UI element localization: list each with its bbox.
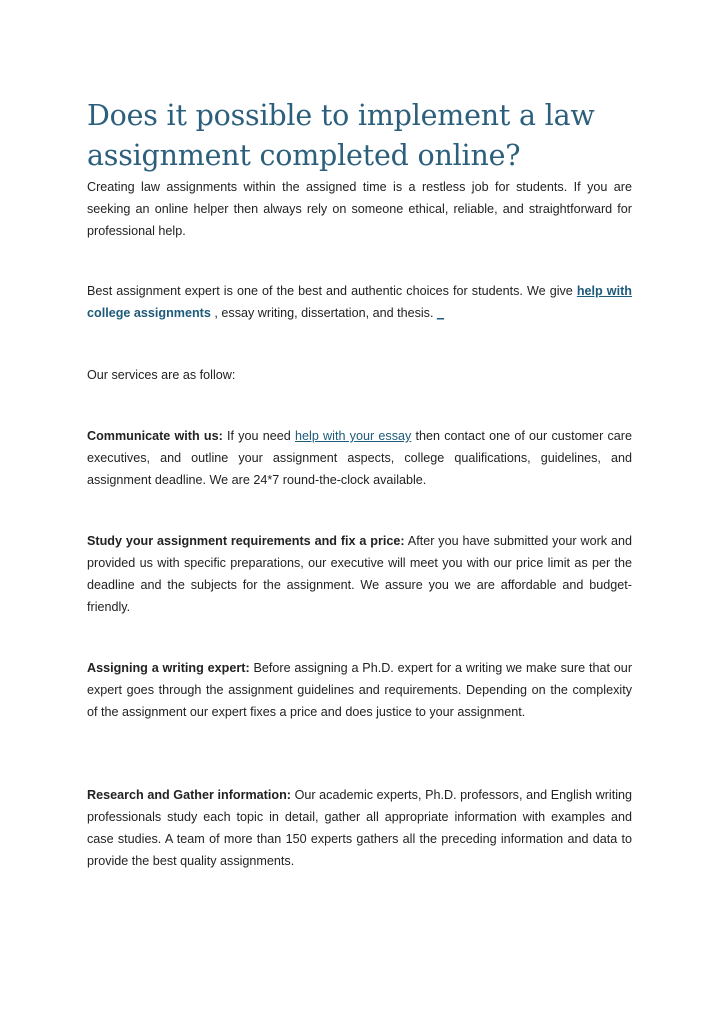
communicate-heading: Communicate with us:	[87, 429, 223, 443]
college-assignments-link[interactable]	[577, 284, 632, 298]
assigning-text: Before assigning a Ph.D. expert for a writing we make sure that our expert goes through the assignment guidelines and requirements. Depending on the complexity of the assignment our expert fixes a price and does justice to your assignment.	[87, 661, 633, 719]
best-text-before: Best assignment expert is one of the best and authentic choices for students. We give	[87, 284, 577, 298]
study-paragraph	[87, 530, 632, 618]
communicate-text-after: then contact one of our customer care executives, and outline your assignment aspects, college qualifications, guidelines, and assignment deadline. We are 24*7 round-the-clock available.	[87, 429, 632, 487]
trailing-underscore-link[interactable]: _	[436, 306, 444, 320]
communicate-paragraph	[87, 425, 632, 491]
communicate-text-before: If you need	[222, 429, 296, 443]
best-expert-paragraph	[87, 280, 632, 324]
study-heading: Study your assignment requirements and fix a price:	[87, 534, 405, 548]
research-heading: Research and Gather information:	[87, 788, 291, 802]
assigning-paragraph	[87, 657, 632, 723]
intro-paragraph: Creating law assignments within the assigned time is a restless job for students. If you are seeking an online helper then always rely on someone ethical, reliable, and straightforward for professional help.	[87, 180, 632, 238]
study-text: After you have submitted your work and provided us with specific preparations, our executive will meet you with our price limit as per the deadline and the subjects for the assignment. We assure you we are affordable and budget-friendly.	[87, 534, 632, 614]
link-part-1: help with	[576, 284, 632, 298]
page-title: Does it possible to implement a law assignment completed online?	[87, 99, 595, 172]
research-text: Our academic experts, Ph.D. professors, and English writing professionals study each topic in detail, gather all appropriate information with examples and case studies. A team of more than 150 experts gathers all the preceding information and data to provide the best quality assignments.	[87, 788, 632, 868]
services-intro: Our services are as follow:	[87, 368, 236, 382]
help-with-essay-link[interactable]: help with your essay	[295, 429, 412, 443]
assigning-heading: Assigning a writing expert:	[87, 661, 250, 675]
link-part-2[interactable]: college assignments	[87, 306, 211, 320]
best-text-after: , essay writing, dissertation, and thesis.	[210, 306, 437, 320]
research-paragraph	[87, 784, 632, 872]
